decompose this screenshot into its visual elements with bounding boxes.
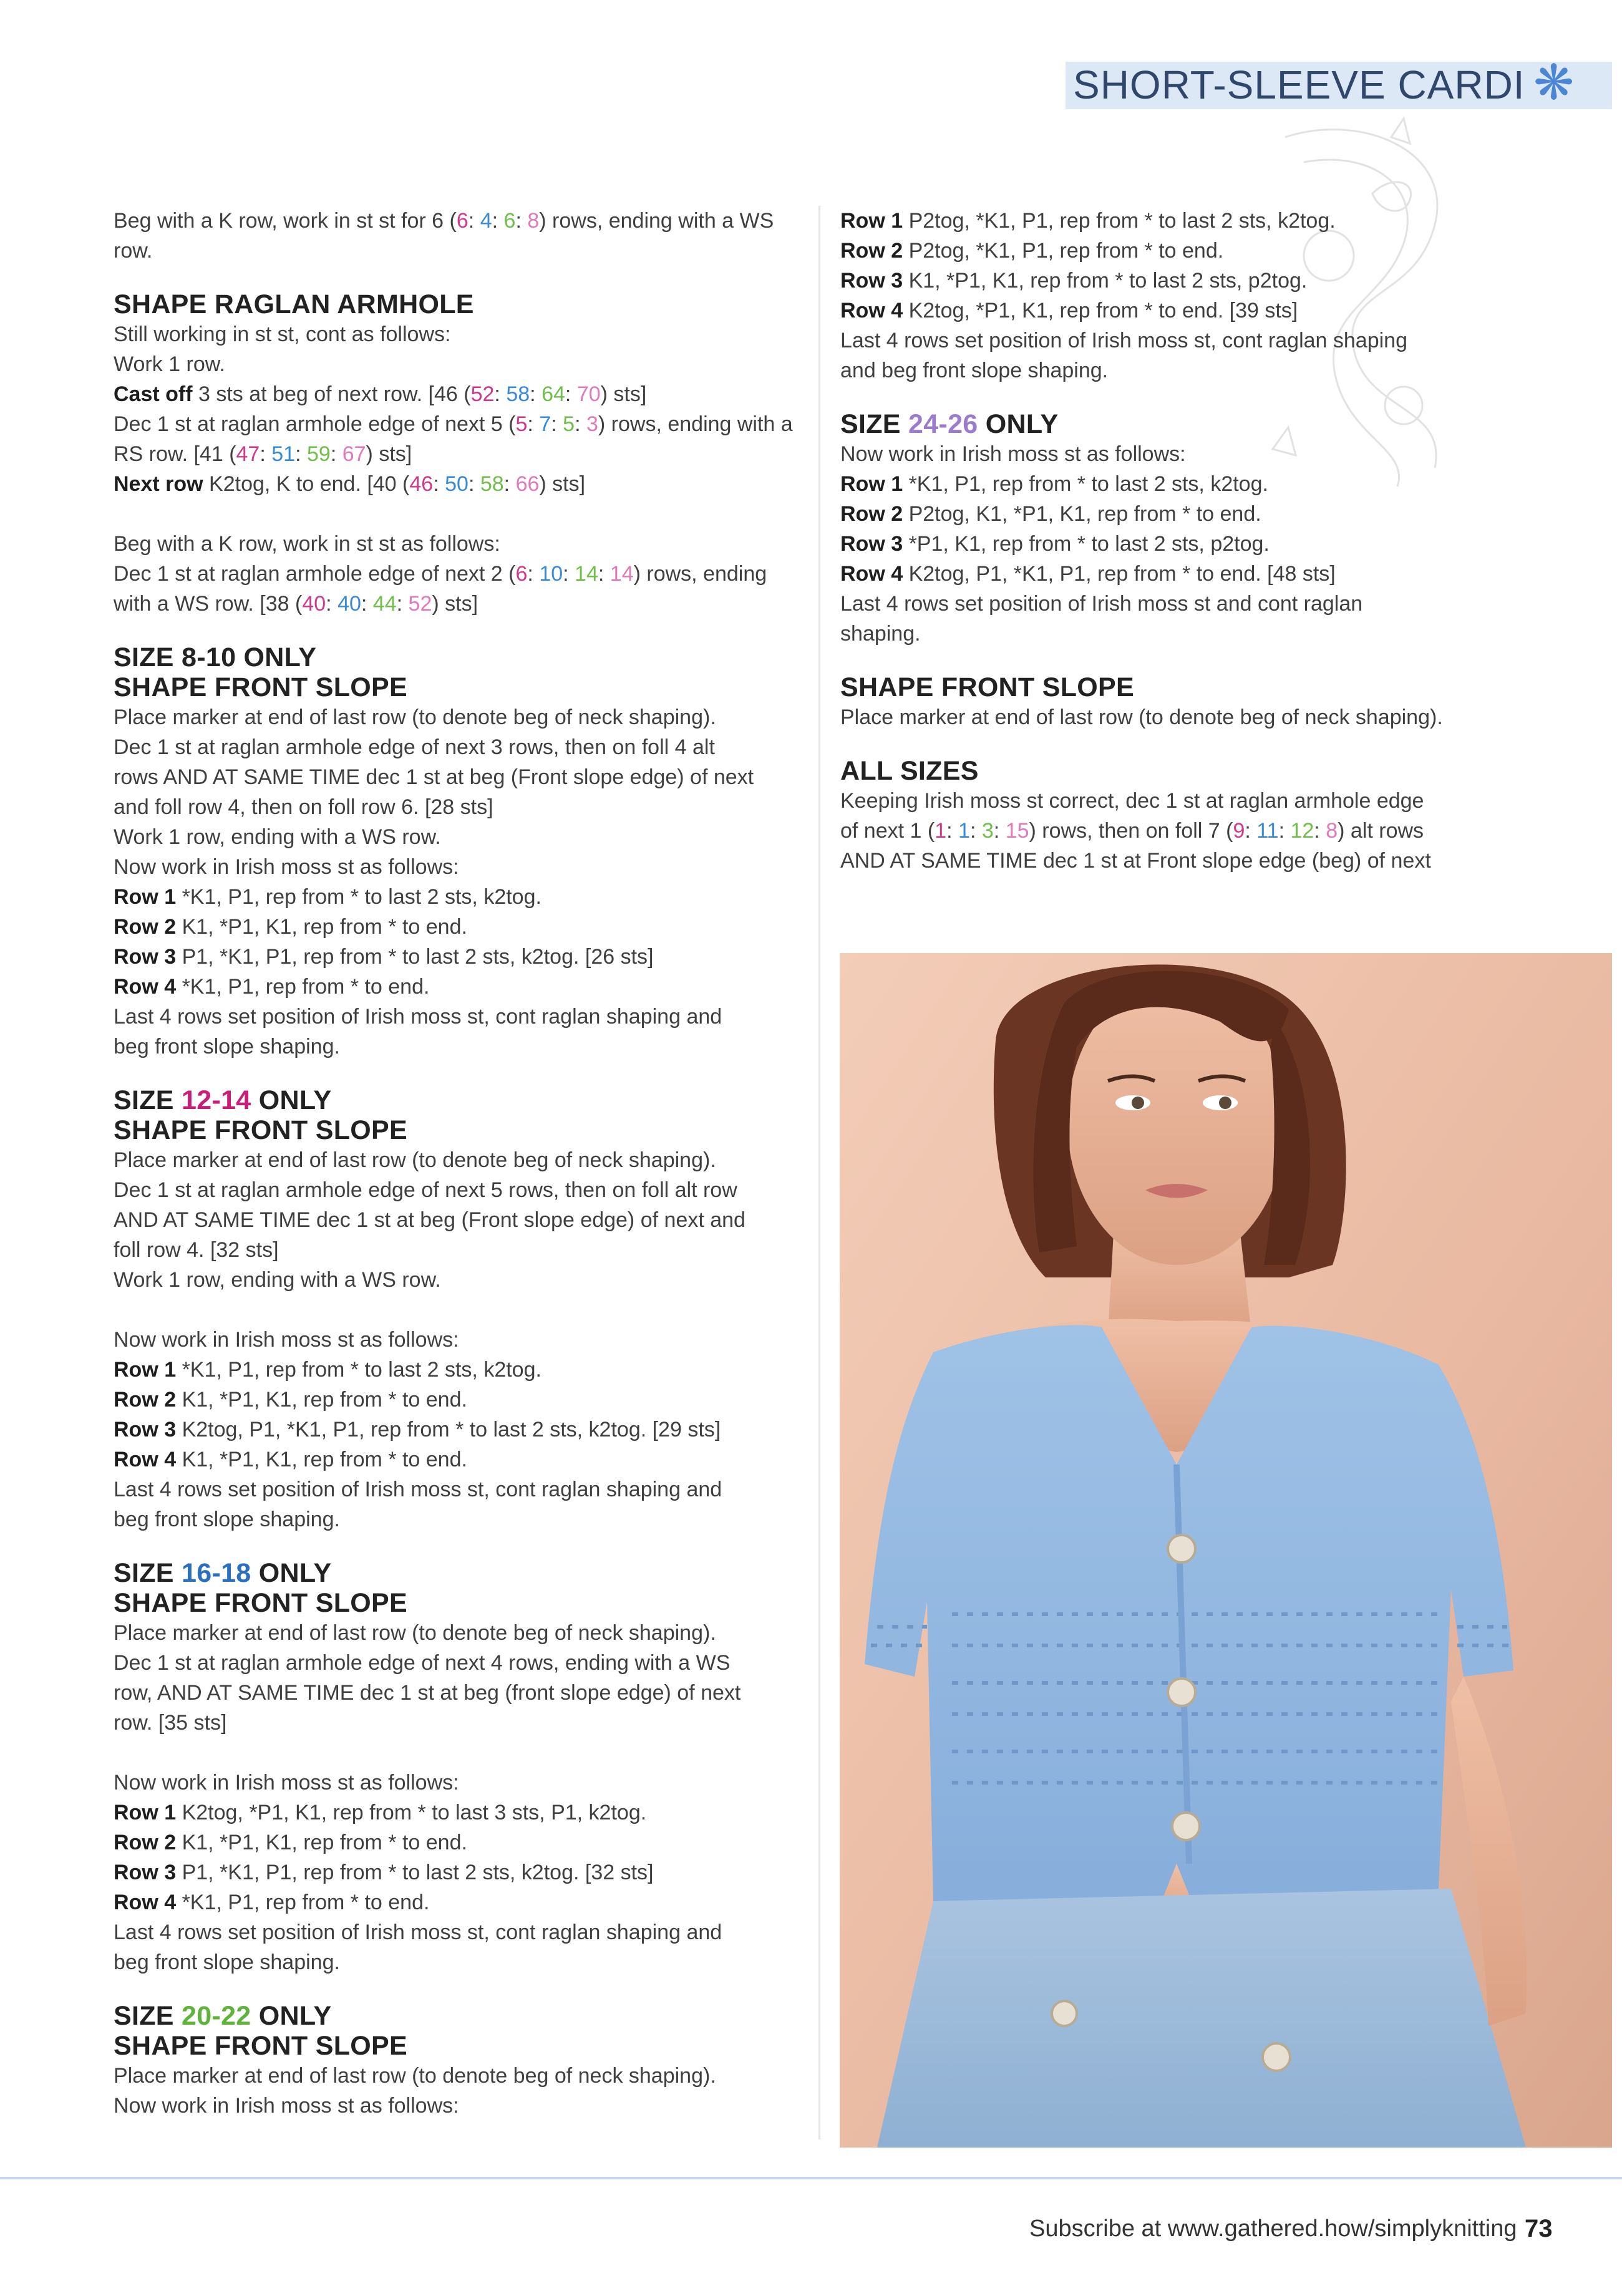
row-instruction: Row 2 P2tog, *K1, P1, rep from * to end.: [840, 239, 1224, 263]
section-heading-size-24-26: SIZE 24-26 ONLY: [840, 409, 1059, 439]
page-number: 73: [1525, 2215, 1553, 2242]
model-photo: [840, 953, 1612, 2148]
text-line: Dec 1 st at raglan armhole edge of next 3 rows, then on foll 4 alt: [114, 735, 715, 759]
subscribe-link[interactable]: Subscribe at www.gathered.how/simplyknitting: [1029, 2216, 1517, 2242]
text-line: Now work in Irish moss st as follows:: [114, 1328, 459, 1352]
left-column: [114, 206, 800, 2121]
row-instruction: Row 1 K2tog, *P1, K1, rep from * to last 3 sts, P1, k2tog.: [114, 1801, 647, 1824]
row-instruction: Row 4 K1, *P1, K1, rep from * to end.: [114, 1448, 467, 1471]
text-line: Work 1 row, ending with a WS row.: [114, 1268, 441, 1292]
intro-paragraph: Beg with a K row, work in st st for 6 (6: 4: 6: 8) rows, ending with a WS row.: [114, 209, 774, 263]
row-instruction: Row 2 K1, *P1, K1, rep from * to end.: [114, 1388, 467, 1412]
row-instruction: Row 3 *P1, K1, rep from * to last 2 sts, p2tog.: [840, 532, 1270, 556]
text-line: Now work in Irish moss st as follows:: [114, 855, 459, 879]
row-instruction: Row 3 P1, *K1, P1, rep from * to last 2 sts, k2tog. [32 sts]: [114, 1861, 654, 1884]
row-instruction: Row 2 K1, *P1, K1, rep from * to end.: [114, 1831, 467, 1854]
text-line: Place marker at end of last row (to denote beg of neck shaping).: [114, 2064, 716, 2088]
text-line: shaping.: [840, 622, 921, 646]
next-row-line: Next row K2tog, K to end. [40 (46: 50: 58: 66) sts]: [114, 472, 586, 496]
row-instruction: Row 3 K1, *P1, K1, rep from * to last 2 sts, p2tog.: [840, 269, 1308, 293]
text-line: beg front slope shaping.: [114, 1035, 340, 1058]
text-line: and foll row 4, then on foll row 6. [28 sts]: [114, 795, 493, 819]
section-heading-front-slope: SHAPE FRONT SLOPE: [114, 1588, 407, 1618]
text-line: Last 4 rows set position of Irish moss st, cont raglan shaping and: [114, 1921, 722, 1944]
row-instruction: Row 2 K1, *P1, K1, rep from * to end.: [114, 915, 467, 939]
text-line: beg front slope shaping.: [114, 1508, 340, 1531]
dec-line: Dec 1 st at raglan armhole edge of next 2 (6: 10: 14: 14) rows, ending with a WS row. [38 (40: 40: 44: 52) sts]: [114, 562, 767, 616]
text-line: rows AND AT SAME TIME dec 1 st at beg (Front slope edge) of next: [114, 765, 754, 789]
section-heading-size-8-10: SIZE 8-10 ONLY: [114, 642, 317, 672]
row-instruction: Row 1 *K1, P1, rep from * to last 2 sts, k2tog.: [114, 1358, 541, 1382]
castoff-line: Cast off 3 sts at beg of next row. [46 (52: 58: 64: 70) sts]: [114, 382, 647, 406]
text-line: row, AND AT SAME TIME dec 1 st at beg (front slope edge) of next: [114, 1681, 741, 1705]
cardigan-photo-illustration: [840, 953, 1612, 2148]
section-heading-all-sizes: ALL SIZES: [840, 756, 979, 786]
section-heading-size-20-22: SIZE 20-22 ONLY: [114, 2001, 332, 2031]
text-line: Place marker at end of last row (to denote beg of neck shaping).: [114, 1621, 716, 1645]
row-instruction: Row 3 K2tog, P1, *K1, P1, rep from * to last 2 sts, k2tog. [29 sts]: [114, 1418, 721, 1441]
section-heading-front-slope: SHAPE FRONT SLOPE: [114, 2031, 407, 2061]
section-heading-size-16-18: SIZE 16-18 ONLY: [114, 1558, 332, 1588]
text-line: and beg front slope shaping.: [840, 359, 1109, 382]
text-line: beg front slope shaping.: [114, 1950, 340, 1974]
section-heading-front-slope: SHAPE FRONT SLOPE: [840, 672, 1134, 702]
right-column: [840, 206, 1502, 876]
text-line: Last 4 rows set position of Irish moss st, cont raglan shaping and: [114, 1005, 722, 1029]
row-instruction: Row 4 *K1, P1, rep from * to end.: [114, 975, 430, 999]
column-divider: [818, 206, 820, 2139]
text-line: Last 4 rows set position of Irish moss st and cont raglan: [840, 592, 1363, 616]
footer-rule: [0, 2177, 1622, 2179]
text-line: Keeping Irish moss st correct, dec 1 st at raglan armhole edge: [840, 789, 1424, 813]
dec-line: of next 1 (1: 1: 3: 15) rows, then on foll 7 (9: 11: 12: 8) alt rows: [840, 819, 1424, 843]
text-line: Work 1 row.: [114, 352, 225, 376]
row-instruction: Row 1 *K1, P1, rep from * to last 2 sts, k2tog.: [840, 472, 1268, 496]
asterisk-star-icon: ❋: [1533, 55, 1575, 110]
text-line: Last 4 rows set position of Irish moss st, cont raglan shaping: [840, 329, 1408, 352]
row-instruction: Row 4 *K1, P1, rep from * to end.: [114, 1891, 430, 1914]
text-line: AND AT SAME TIME dec 1 st at Front slope edge (beg) of next: [840, 849, 1431, 873]
text-line: Place marker at end of last row (to denote beg of neck shaping).: [114, 1148, 716, 1172]
section-heading-front-slope: SHAPE FRONT SLOPE: [114, 1115, 407, 1145]
text-line: Now work in Irish moss st as follows:: [114, 1771, 459, 1795]
row-instruction: Row 4 K2tog, P1, *K1, P1, rep from * to end. [48 sts]: [840, 562, 1336, 586]
text-line: Dec 1 st at raglan armhole edge of next 4 rows, ending with a WS: [114, 1651, 731, 1675]
row-instruction: Row 1 *K1, P1, rep from * to last 2 sts, k2tog.: [114, 885, 541, 909]
text-line: Still working in st st, cont as follows:: [114, 322, 451, 346]
text-line: row. [35 sts]: [114, 1711, 227, 1735]
section-heading-raglan: SHAPE RAGLAN ARMHOLE: [114, 289, 474, 319]
text-line: Now work in Irish moss st as follows:: [840, 442, 1186, 466]
page-title: SHORT-SLEEVE CARDI: [1073, 62, 1525, 107]
dec-line: Dec 1 st at raglan armhole edge of next 5 (5: 7: 5: 3) rows, ending with a RS row. [41 (47: 51: 59: 67) sts]: [114, 412, 793, 466]
text-line: Place marker at end of last row (to denote beg of neck shaping).: [840, 705, 1443, 729]
text-line: Beg with a K row, work in st st as follows:: [114, 532, 500, 556]
section-heading-size-12-14: SIZE 12-14 ONLY: [114, 1085, 332, 1115]
text-line: AND AT SAME TIME dec 1 st at beg (Front slope edge) of next and: [114, 1208, 745, 1232]
row-instruction: Row 4 K2tog, *P1, K1, rep from * to end. [39 sts]: [840, 299, 1298, 322]
row-instruction: Row 1 P2tog, *K1, P1, rep from * to last 2 sts, k2tog.: [840, 209, 1336, 233]
text-line: Place marker at end of last row (to denote beg of neck shaping).: [114, 705, 716, 729]
text-line: Now work in Irish moss st as follows:: [114, 2094, 459, 2118]
section-heading-front-slope: SHAPE FRONT SLOPE: [114, 672, 407, 702]
row-instruction: Row 3 P1, *K1, P1, rep from * to last 2 sts, k2tog. [26 sts]: [114, 945, 654, 969]
text-line: Last 4 rows set position of Irish moss st, cont raglan shaping and: [114, 1478, 722, 1501]
text-line: Work 1 row, ending with a WS row.: [114, 825, 441, 849]
text-line: Dec 1 st at raglan armhole edge of next 5 rows, then on foll alt row: [114, 1178, 737, 1202]
text-line: foll row 4. [32 sts]: [114, 1238, 279, 1262]
row-instruction: Row 2 P2tog, K1, *P1, K1, rep from * to end.: [840, 502, 1261, 526]
